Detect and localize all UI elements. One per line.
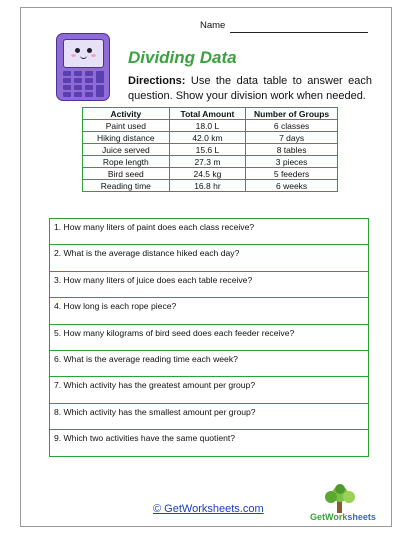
calculator-eye-right [87, 48, 92, 53]
calculator-key [63, 85, 71, 90]
calculator-key [74, 78, 82, 83]
question-text: 3. How many liters of juice does each table receive? [54, 274, 253, 285]
table-cell: 24.5 kg [169, 168, 246, 180]
calculator-key [74, 85, 82, 90]
table-row [83, 120, 338, 132]
data-table [82, 107, 338, 192]
table-row [83, 132, 338, 144]
table-row [83, 144, 338, 156]
table-cell: Hiking distance [83, 132, 170, 144]
calculator-key [85, 71, 93, 76]
table-row [83, 180, 338, 192]
calculator-key [63, 92, 71, 97]
table-cell: 7 days [246, 132, 338, 144]
table-cell: 8 tables [246, 144, 338, 156]
table-cell: 15.6 L [169, 144, 246, 156]
directions-text: Use the data table to answer each question. Show your division work when needed. [128, 75, 372, 102]
table-cell: 5 feeders [246, 168, 338, 180]
question-5-answer-box[interactable] [49, 324, 369, 352]
column-header: Number of Groups [246, 108, 338, 120]
question-9-answer-box[interactable] [49, 429, 369, 457]
calculator-key [74, 92, 82, 97]
logo-text-green: GetWork [310, 512, 348, 522]
calculator-key [96, 85, 104, 97]
column-header: Total Amount [169, 108, 246, 120]
getworksheets-logo [310, 484, 376, 524]
calculator-key [85, 92, 93, 97]
calculator-cheek-right [91, 54, 96, 57]
calculator-key [85, 85, 93, 90]
calculator-cheek-left [71, 54, 76, 57]
calculator-keys [63, 71, 103, 97]
table-cell: Bird seed [83, 168, 170, 180]
table-cell: 3 pieces [246, 156, 338, 168]
question-7-answer-box[interactable] [49, 376, 369, 404]
question-text: 6. What is the average reading time each week? [54, 353, 238, 364]
tree-icon [320, 484, 360, 514]
directions-label: Directions: [128, 75, 186, 87]
question-1-answer-box[interactable] [49, 218, 369, 246]
logo-wordmark [310, 512, 376, 522]
question-text: 5. How many kilograms of bird seed does each feeder receive? [54, 327, 295, 338]
question-text: 7. Which activity has the greatest amount per group? [54, 380, 256, 391]
question-list [49, 218, 369, 457]
table-cell: 18.0 L [169, 120, 246, 132]
question-text: 4. How long is each rope piece? [54, 301, 177, 312]
calculator-mouth [80, 54, 87, 59]
worksheet-title: Dividing Data [128, 48, 237, 67]
question-text: 1. How many liters of paint does each class receive? [54, 222, 255, 232]
directions [128, 74, 372, 104]
question-8-answer-box[interactable] [49, 403, 369, 431]
question-6-answer-box[interactable] [49, 350, 369, 378]
name-label: Name [200, 20, 226, 31]
logo-text-blue: sheets [347, 512, 376, 522]
question-4-answer-box[interactable] [49, 297, 369, 325]
calculator-key [74, 71, 82, 76]
table-cell: 6 weeks [246, 180, 338, 192]
column-header: Activity [83, 108, 170, 120]
question-text: 9. Which two activities have the same quotient? [54, 433, 236, 444]
calculator-eye-left [75, 48, 80, 53]
copyright-link[interactable]: © GetWorksheets.com [153, 503, 264, 515]
calculator-key [96, 71, 104, 83]
table-cell: Rope length [83, 156, 170, 168]
table-row [83, 156, 338, 168]
table-cell: 27.3 m [169, 156, 246, 168]
question-2-answer-box[interactable] [49, 244, 369, 272]
table-cell: Paint used [83, 120, 170, 132]
calculator-key [85, 78, 93, 83]
calculator-key [63, 71, 71, 76]
calculator-key [63, 78, 71, 83]
calculator-screen [63, 39, 104, 68]
name-line[interactable] [230, 32, 368, 33]
question-3-answer-box[interactable] [49, 271, 369, 299]
question-text: 2. What is the average distance hiked each day? [54, 248, 240, 259]
table-header-row [83, 108, 338, 120]
table-cell: 6 classes [246, 120, 338, 132]
table-cell: Juice served [83, 144, 170, 156]
table-cell: 42.0 km [169, 132, 246, 144]
question-text: 8. Which activity has the smallest amount per group? [54, 406, 256, 417]
table-cell: 16.8 hr [169, 180, 246, 192]
table-row [83, 168, 338, 180]
table-cell: Reading time [83, 180, 170, 192]
calculator-icon [56, 33, 110, 101]
name-field [200, 20, 370, 34]
